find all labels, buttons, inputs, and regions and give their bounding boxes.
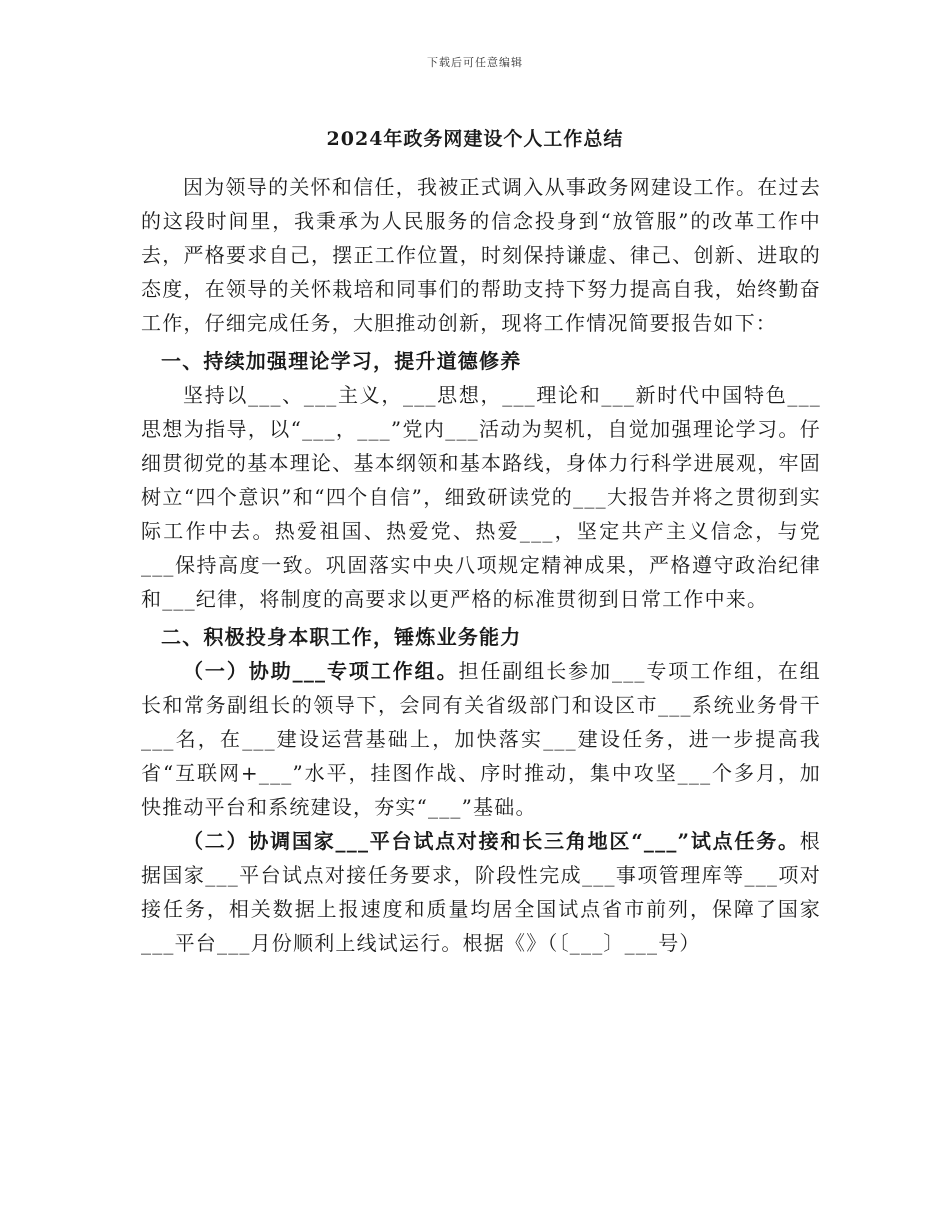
- section-1-paragraph: 坚持以___、___主义，___思想，___理论和___新时代中国特色___思想为指导，以“___，___”党内___活动为契机，自觉加强理论学习。仔细贯彻党的基本理论、基本纲领和基本路线，身体力行科学进展观，牢固树立“四个意识”和“四个自信”，细致研读党的___大报告并将之贯彻到实际工作中去。热爱祖国、热爱党、热爱___，坚定共产主义信念，与党___保持高度一致。巩固落实中央八项规定精神成果，严格遵守政治纪律和___纪律，将制度的高要求以更严格的标准贯彻到日常工作中来。: [141, 383, 821, 611]
- section-2-item-2-lead: （二）协调国家___平台试点对接和长三角地区“___”试点任务。: [183, 829, 800, 853]
- document-title: 2024年政务网建设个人工作总结: [326, 128, 624, 150]
- page-header-note: 下载后可任意编辑: [427, 56, 523, 69]
- section-2-item-2-body: 根据国家___平台试点对接任务要求，阶段性完成___事项管理库等___项对接任务，相关数据上报速度和质量均居全国试点省市前列，保障了国家___平台___月份顺利上线试运行。根据《》（〔___〕___号）: [141, 829, 821, 955]
- intro-paragraph: 因为领导的关怀和信任，我被正式调入从事政务网建设工作。在过去的这段时间里，我秉承为人民服务的信念投身到“放管服”的改革工作中去，严格要求自己，摆正工作位置，时刻保持谦虚、律己、创新、进取的态度，在领导的关怀栽培和同事们的帮助支持下努力提高自我，始终勤奋工作，仔细完成任务，大胆推动创新，现将工作情况简要报告如下：: [141, 175, 821, 335]
- section-2-item-2: [141, 824, 821, 960]
- section-1-heading: 一、持续加强理论学习，提升道德修养: [161, 349, 522, 373]
- section-2-item-1-body: 担任副组长参加___专项工作组，在组长和常务副组长的领导下，会同有关省级部门和设区市___系统业务骨干___名，在___建设运营基础上，加快落实___建设任务，进一步提高我省“互联网+___”水平，挂图作战、序时推动，集中攻坚___个多月，加快推动平台和系统建设，夯实“___”基础。: [141, 659, 821, 819]
- section-2-heading: 二、积极投身本职工作，锤炼业务能力: [161, 625, 522, 649]
- section-2-item-1-lead: （一）协助___专项工作组。: [183, 659, 459, 683]
- document-body: [141, 170, 821, 960]
- section-2-item-1: [141, 654, 821, 824]
